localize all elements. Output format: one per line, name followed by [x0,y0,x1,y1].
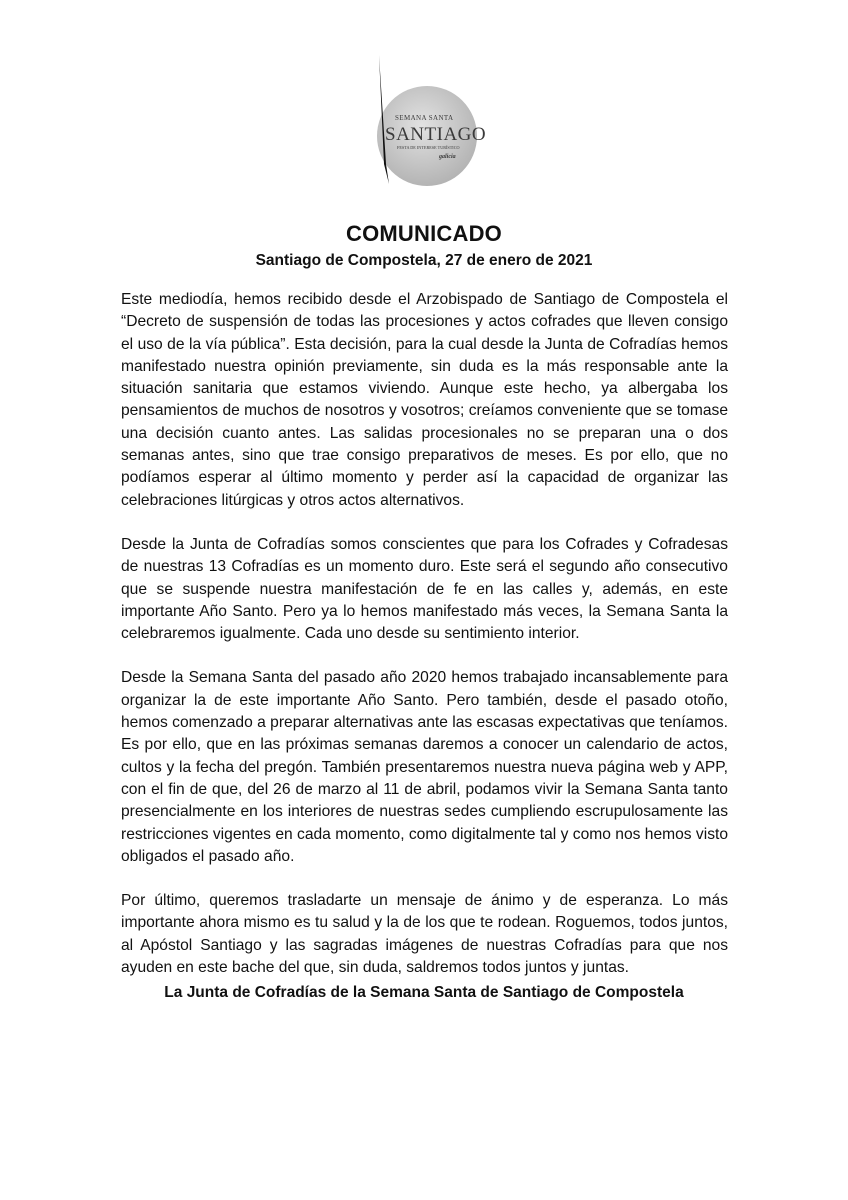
logo-line3: FESTA DE INTERESE TURÍSTICO [397,145,460,150]
logo-graphic [367,52,487,186]
logo-line4: galicia [439,154,456,160]
semana-santa-santiago-logo [367,52,487,186]
document-body [121,289,728,1001]
logo-line2: SANTIAGO [385,124,487,145]
paragraph-4: Por último, queremos trasladarte un mensaje de ánimo y de esperanza. Lo más importante ahora mismo es tu salud y la de los que te rodean. Roguemos, todos juntos, al Apóstol Santiago y las sagradas imágenes de nuestras Cofradías para que nos ayuden en este bache del que, sin duda, saldremos todos juntos y juntas. [121,892,728,977]
paragraph-2: Desde la Junta de Cofradías somos conscientes que para los Cofrades y Cofradesas de nuestras 13 Cofradías es un momento duro. Este será el segundo año consecutivo que se suspende nuestra manifestación de fe en las calles y, además, en este importante Año Santo. Pero ya lo hemos manifestado más veces, la Semana Santa la celebraremos igualmente. Cada uno desde su sentimiento interior. [121,535,728,643]
dateline: Santiago de Compostela, 27 de enero de 2021 [255,252,593,269]
document-title: COMUNICADO [346,221,502,246]
signature: La Junta de Cofradías de la Semana Santa de Santiago de Compostela [164,984,684,1001]
paragraph-3: Desde la Semana Santa del pasado año 2020 hemos trabajado incansablemente para organizar la de este importante Año Santo. Pero también, desde el pasado otoño, hemos comenzado a preparar alternativas ante las escasas expectativas que teníamos. Es por ello, que en las próximas semanas daremos a conocer un calendario de actos, cultos y la fecha del pregón. También presentaremos nuestra nueva página web y APP, con el fin de que, del 26 de marzo al 11 de abril, podamos vivir la Semana Santa tanto presencialmente en los interiores de nuestras sedes cumpliendo escrupulosamente las restricciones vigentes en cada momento, como digitalmente tal y como nos hemos visto obligados el pasado año. [121,669,728,865]
logo-line1: SEMANA SANTA [395,114,454,122]
paragraph-1: Este mediodía, hemos recibido desde el Arzobispado de Santiago de Compostela el “Decreto de suspensión de todas las procesiones y actos cofrades que lleven consigo el uso de la vía pública”. Esta decisión, para la cual desde la Junta de Cofradías hemos manifestado nuestra opinión previamente, sin duda es la más responsable ante la situación sanitaria que estamos viviendo. Aunque este hecho, ya albergaba los pensamientos de muchos de nosotros y vosotros; creíamos conveniente que se tomase una decisión cuanto antes. Las salidas procesionales no se preparan una o dos semanas antes, sino que trae consigo preparativos de meses. Es por ello, que no podíamos esperar al último momento y perder así la capacidad de organizar las celebraciones litúrgicas y otros actos alternativos. [121,291,728,509]
